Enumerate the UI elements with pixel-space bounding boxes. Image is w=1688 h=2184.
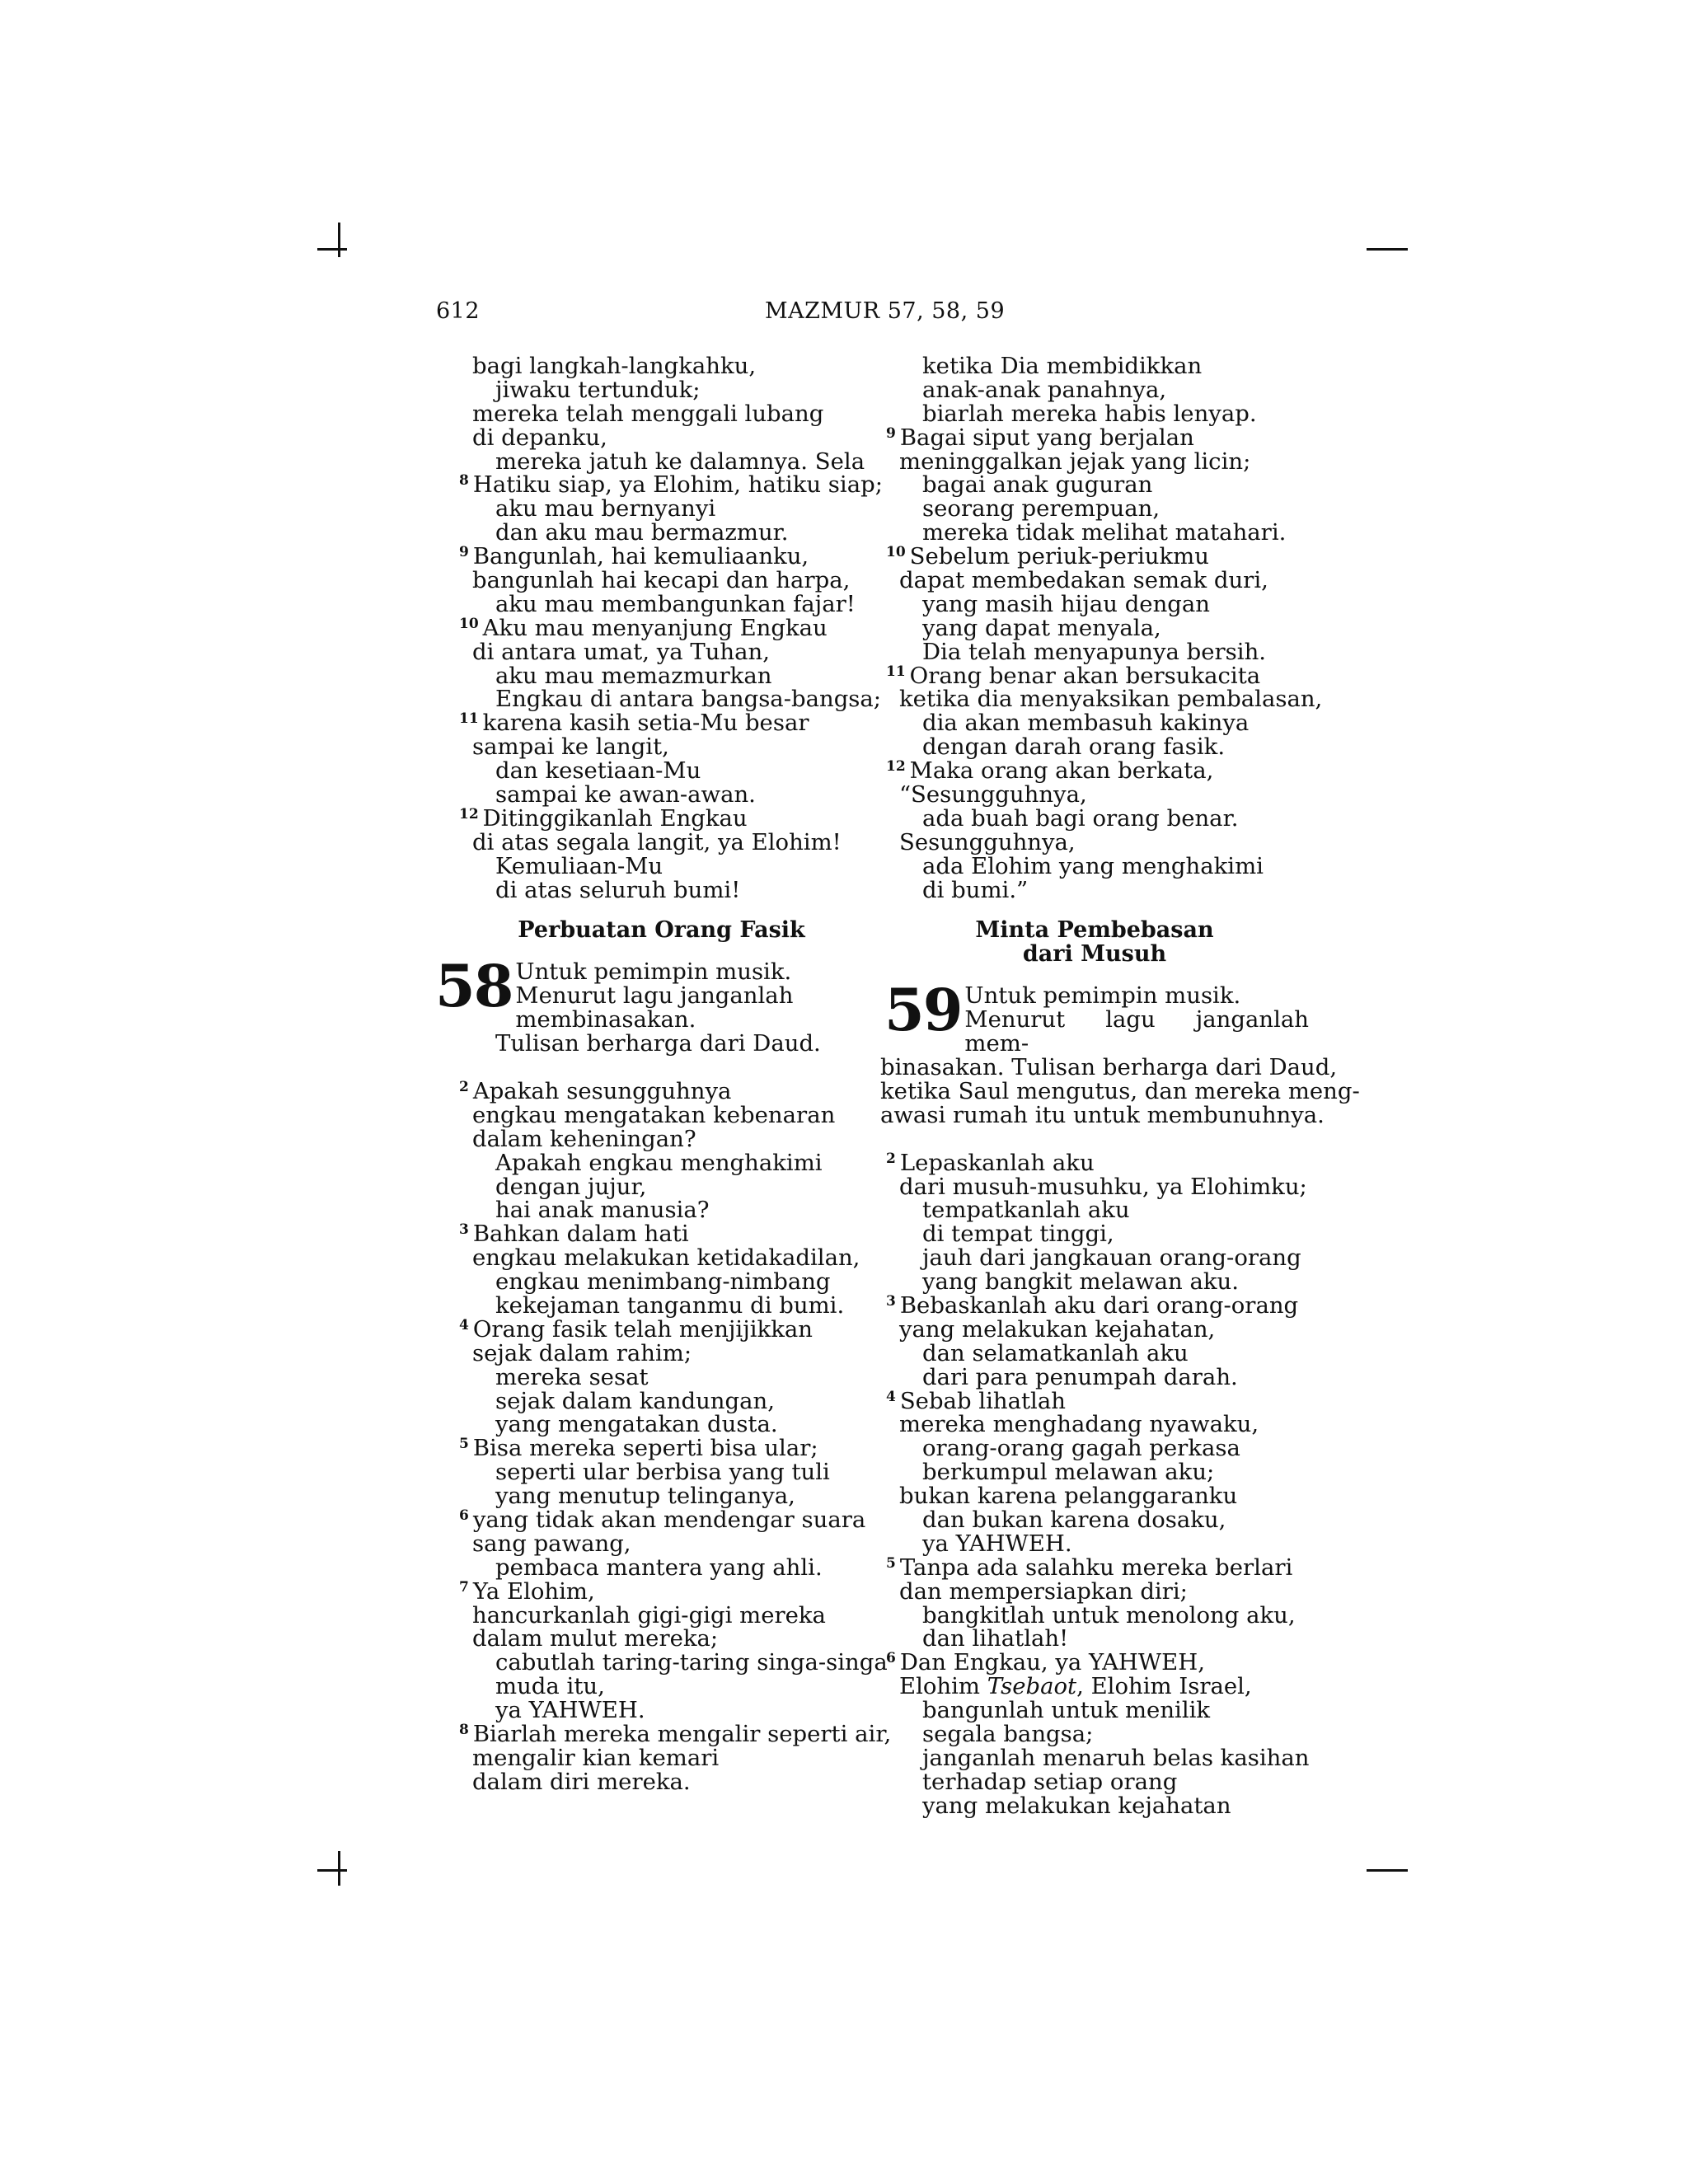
verse-text: bagi langkah-langkahku, <box>472 353 757 379</box>
verse-line <box>453 804 870 832</box>
verse-text: bukan karena pelanggaranku <box>899 1483 1238 1510</box>
verse-line <box>880 804 1309 832</box>
superscription-line: Tulisan berharga dari Daud. <box>495 1030 821 1057</box>
verse-line <box>880 497 1309 521</box>
verse-text: mereka menghadang nyawaku, <box>899 1411 1259 1438</box>
verse-number: 12 <box>886 758 906 776</box>
verse-line <box>453 640 870 664</box>
verse-text: Dan Engkau, ya YAHWEH, <box>899 1649 1205 1676</box>
verse-line <box>880 426 1309 450</box>
verse-line <box>880 473 1309 497</box>
verse-text: Tanpa ada salahku mereka berlari <box>899 1554 1293 1581</box>
verse-line <box>453 1270 870 1294</box>
verse-line <box>453 1460 870 1484</box>
verse-text: “Sesungguhnya, <box>899 781 1087 808</box>
verse-line <box>880 378 1309 402</box>
verse-text: Apakah sesungguhnya <box>472 1077 732 1104</box>
verse-line <box>453 1601 870 1629</box>
verse-line <box>453 735 870 759</box>
crop-mark-bottom-left-h <box>317 1869 347 1872</box>
verse-text: karena kasih setia-Mu besar <box>482 710 809 737</box>
verse-line <box>453 497 870 521</box>
verse-line <box>880 354 1309 378</box>
verse-line <box>880 1484 1309 1508</box>
verse-line <box>880 1436 1309 1460</box>
verse-text: dengan darah orang fasik. <box>922 733 1226 761</box>
verse-line <box>880 783 1309 807</box>
verse-text: dapat membedakan semak duri, <box>899 567 1268 594</box>
verse-line <box>453 1151 870 1175</box>
verse-line <box>453 1363 870 1390</box>
verse-text: dari para penumpah darah. <box>922 1363 1238 1390</box>
verse-text: yang tidak akan mendengar suara <box>472 1506 866 1533</box>
verse-number: 10 <box>459 615 479 632</box>
crop-mark-top-right <box>1367 248 1408 251</box>
superscription-line: Menurut lagu janganlah mem- <box>964 1006 1309 1057</box>
verse-text: mereka jatuh ke dalamnya. Sela <box>495 448 865 475</box>
verse-line <box>453 378 870 402</box>
verse-text: yang menutup telinganya, <box>495 1483 795 1510</box>
verse-text: bagai anak guguran <box>922 471 1153 499</box>
verse-line <box>453 1484 870 1508</box>
verse-line <box>880 1699 1309 1722</box>
verse-line <box>880 402 1309 426</box>
verse-line <box>453 1101 870 1128</box>
verse-text: segala bangsa; <box>922 1721 1094 1748</box>
verse-line <box>880 1198 1309 1222</box>
verse-line <box>880 1294 1309 1318</box>
verse-line <box>453 1675 870 1699</box>
verse-line <box>453 1315 870 1343</box>
superscription-line: Menurut lagu janganlah <box>515 982 794 1010</box>
verse-text: yang melakukan kejahatan <box>922 1792 1231 1819</box>
verse-line <box>880 1151 1309 1175</box>
verse-line <box>453 711 870 735</box>
verse-text: Sesungguhnya, <box>899 828 1076 855</box>
verse-line <box>453 1556 870 1580</box>
verse-text: jauh dari jangkauan orang-orang <box>922 1244 1301 1272</box>
psalm-59-opening <box>880 976 1360 1128</box>
verse-number: 9 <box>886 424 896 442</box>
verse-line <box>880 1627 1309 1651</box>
verse-line <box>453 1175 870 1199</box>
verse-line <box>880 1577 1309 1605</box>
verse-text: yang bangkit melawan aku. <box>922 1268 1239 1296</box>
psalm-59-heading <box>880 919 1309 967</box>
verse-line <box>880 1222 1309 1246</box>
verse-line <box>880 545 1309 569</box>
verse-text: jiwaku tertunduk; <box>495 376 701 403</box>
psalm-58-continuation <box>880 353 1323 903</box>
verse-number: 4 <box>459 1316 469 1333</box>
verse-text: ada Elohim yang menghakimi <box>922 852 1264 879</box>
verse-line <box>453 590 870 617</box>
psalm-59-verses <box>880 1151 1309 1675</box>
superscription-line: binasakan. Tulisan berharga dari Daud, <box>880 1054 1338 1080</box>
verse-line <box>880 1532 1309 1556</box>
verse-line <box>880 1746 1309 1770</box>
verse-text: di atas segala langit, ya Elohim! <box>472 828 842 855</box>
verse-line <box>453 1436 870 1460</box>
verse-text: Lepaskanlah aku <box>899 1149 1095 1176</box>
verse-text: aku mau membangunkan fajar! <box>495 590 856 617</box>
verse-line <box>880 711 1309 735</box>
verse-text: dan bukan karena dosaku, <box>922 1507 1226 1534</box>
left-column <box>435 353 892 1795</box>
psalm-57-continuation <box>453 353 883 903</box>
verse-text: bangkitlah untuk menolong aku, <box>922 1601 1296 1629</box>
verse-line <box>880 1339 1309 1366</box>
verse-text: di atas seluruh bumi! <box>495 876 741 903</box>
verse-text: Aku mau menyanjung Engkau <box>482 614 828 641</box>
verse-number: 11 <box>459 710 479 728</box>
verse-text: yang mengatakan dusta. <box>495 1411 778 1438</box>
verse-text: hai anak manusia? <box>495 1197 710 1224</box>
verse-number: 8 <box>459 1722 469 1738</box>
verse-line <box>880 1601 1309 1629</box>
verse-line <box>880 590 1309 617</box>
verse-line <box>880 616 1309 640</box>
verse-number: 10 <box>886 544 906 561</box>
superscription-line: awasi rumah itu untuk membunuhnya. <box>880 1101 1325 1128</box>
verse-number: 5 <box>886 1554 896 1572</box>
verse-line <box>453 759 870 783</box>
psalm-58-verses <box>453 1077 892 1795</box>
verse-text: dan aku mau bermazmur. <box>495 519 789 546</box>
verse-text: Orang fasik telah menjijikkan <box>472 1315 813 1343</box>
verse-line <box>880 1363 1309 1390</box>
verse-line <box>880 828 1309 855</box>
verse-line <box>880 735 1309 759</box>
verse-text: Engkau di antara bangsa-bangsa; <box>495 686 882 713</box>
verse-line <box>453 450 870 474</box>
psalm-58-superscription <box>453 960 870 1056</box>
verse-text: di bumi.” <box>922 876 1029 903</box>
verse-line <box>880 640 1309 664</box>
verse-line <box>453 686 882 713</box>
verse-text: dan selamatkanlah aku <box>922 1339 1189 1366</box>
verse-text: engkau melakukan ketidakadilan, <box>472 1244 860 1272</box>
verse-text: dari musuh-musuhku, ya Elohimku; <box>899 1173 1307 1200</box>
psalm-58-heading: Perbuatan Orang Fasik <box>518 917 805 944</box>
verse-number: 3 <box>459 1221 469 1239</box>
verse-line <box>453 1413 870 1436</box>
verse-line <box>880 450 1309 474</box>
verse-text: Orang benar akan bersukacita <box>909 662 1261 689</box>
verse-text: yang melakukan kejahatan, <box>899 1315 1216 1343</box>
verse-text: yang masih hijau dengan <box>922 590 1211 617</box>
verse-line <box>453 1291 870 1319</box>
verse-text: Maka orang akan berkata, <box>909 757 1214 785</box>
verse-text: Ya Elohim, <box>472 1577 595 1605</box>
verse-line: Elohim Tsebaot, Elohim Israel, <box>899 1673 1252 1700</box>
verse-line <box>880 1315 1309 1343</box>
verse-text: Hatiku siap, ya Elohim, hatiku siap; <box>472 471 883 499</box>
verse-text: di tempat tinggi, <box>922 1221 1114 1248</box>
verse-text: di antara umat, ya Tuhan, <box>472 638 770 665</box>
verse-line <box>453 1339 870 1366</box>
verse-number: 2 <box>459 1078 469 1095</box>
verse-text: aku mau bernyanyi <box>495 495 716 523</box>
verse-line <box>453 852 870 879</box>
verse-line <box>453 569 870 593</box>
verse-text: Biarlah mereka mengalir seperti air, <box>472 1721 892 1747</box>
verse-text: kekejaman tanganmu di bumi. <box>495 1291 845 1319</box>
superscription-line: Untuk pemimpin musik. <box>515 958 792 986</box>
verse-line <box>880 759 1309 783</box>
running-title: MAZMUR 57, 58, 59 <box>765 298 1006 324</box>
psalm-58-opening <box>435 952 870 1057</box>
verse-line <box>880 1722 1309 1746</box>
verse-number: 3 <box>886 1293 896 1310</box>
verse-line <box>453 1699 870 1722</box>
verse-number: 4 <box>886 1388 896 1405</box>
page-number: 612 <box>436 298 481 324</box>
verse-text: di depanku, <box>472 424 607 451</box>
verse-text: ya YAHWEH. <box>495 1697 645 1724</box>
verse-text: aku mau memazmurkan <box>495 662 772 689</box>
crop-mark-top-left-h <box>317 248 347 251</box>
verse-text: Sebab lihatlah <box>899 1387 1066 1414</box>
superscription-line: Untuk pemimpin musik. <box>964 982 1241 1010</box>
verse-line <box>453 521 870 545</box>
verse-line <box>880 1794 1309 1818</box>
superscription-line: ketika Saul mengutus, dan mereka meng- <box>880 1077 1360 1104</box>
verse-text: seperti ular berbisa yang tuli <box>495 1459 830 1486</box>
verse-number: 6 <box>886 1650 896 1667</box>
verse-line <box>453 1508 870 1532</box>
verse-text: bangunlah untuk menilik <box>922 1697 1211 1724</box>
psalm-59-heading-line-1: Minta Pembebasan <box>975 917 1214 944</box>
verse-text: dan lihatlah! <box>922 1625 1069 1652</box>
verse-line <box>453 1222 870 1246</box>
verse-text: muda itu, <box>495 1673 605 1700</box>
verse-line <box>880 876 1309 903</box>
verse-text: ada buah bagi orang benar. <box>922 804 1239 832</box>
verse-line <box>453 1246 870 1270</box>
verse-text: anak-anak panahnya, <box>922 376 1167 403</box>
verse-line <box>453 354 870 378</box>
verse-number: 9 <box>459 544 469 561</box>
verse-text: Bebaskanlah aku dari orang-orang <box>899 1292 1299 1319</box>
verse-number: 7 <box>459 1578 469 1596</box>
verse-line <box>453 876 870 903</box>
verse-text: ketika dia menyaksikan pembalasan, <box>899 686 1323 713</box>
verse-line <box>453 1770 870 1794</box>
psalm-59-heading-line-2: dari Musuh <box>1022 941 1167 968</box>
verse-text: mengalir kian kemari <box>472 1744 720 1771</box>
verse-text: seorang perempuan, <box>922 495 1160 523</box>
verse-line <box>453 1127 870 1151</box>
verse-text: ketika Dia membidikkan <box>922 353 1203 379</box>
verse-text: dengan jujur, <box>495 1173 647 1200</box>
verse-text: pembaca mantera yang ahli. <box>495 1554 823 1581</box>
verse-line <box>880 569 1309 593</box>
verse-number: 5 <box>459 1436 469 1453</box>
verse-text: Apakah engkau menghakimi <box>495 1149 823 1176</box>
verse-text: dalam diri mereka. <box>472 1768 691 1795</box>
verse-line <box>453 402 870 426</box>
crop-mark-bottom-right <box>1367 1869 1408 1872</box>
verse-text: Bisa mereka seperti bisa ular; <box>472 1435 818 1462</box>
verse-text: dalam mulut mereka; <box>472 1625 719 1652</box>
tsebaot-italic: Tsebaot <box>987 1673 1077 1700</box>
verse-text: ya YAHWEH. <box>922 1530 1072 1557</box>
crop-mark-top-left-v <box>338 223 340 257</box>
verse-line <box>453 1387 870 1414</box>
verse-line <box>453 426 870 450</box>
verse-line <box>880 1246 1309 1270</box>
verse-text: cabutlah taring-taring singa-singa <box>495 1649 888 1676</box>
verse-text: yang dapat menyala, <box>922 614 1161 641</box>
verse-text: Bagai siput yang berjalan <box>899 424 1194 451</box>
verse-text: dalam keheningan? <box>472 1125 696 1152</box>
verse-line <box>880 686 1323 713</box>
verse-text: engkau mengatakan kebenaran <box>472 1101 836 1128</box>
verse-text: tempatkanlah aku <box>922 1197 1130 1224</box>
verse-text: dan mempersiapkan diri; <box>899 1577 1188 1605</box>
verse-line <box>880 1270 1309 1294</box>
verse-line <box>880 1175 1309 1199</box>
verse-line <box>453 1721 892 1747</box>
verse-text: mereka tidak melihat matahari. <box>922 519 1287 546</box>
psalm-59-number: 59 <box>884 976 962 1045</box>
verse-line <box>453 616 870 640</box>
verse-text: sampai ke awan-awan. <box>495 781 756 808</box>
psalm-58-number: 58 <box>435 952 513 1021</box>
verse-line <box>453 828 870 855</box>
verse-line <box>453 545 870 569</box>
verse-line <box>453 1627 870 1651</box>
verse-text: Ditinggikanlah Engkau <box>482 804 748 832</box>
superscription-line: membinasakan. <box>515 1006 696 1033</box>
verse-line <box>880 664 1309 688</box>
verse-line <box>880 1387 1309 1414</box>
verse-number: 6 <box>459 1507 469 1524</box>
verse-text: sejak dalam kandungan, <box>495 1387 775 1414</box>
verse-line <box>453 1532 870 1556</box>
verse-line <box>453 1649 888 1676</box>
verse-text: mereka telah menggali lubang <box>472 400 824 427</box>
verse-line <box>880 521 1309 545</box>
verse-text: meninggalkan jejak yang licin; <box>899 448 1251 475</box>
verse-line <box>880 1413 1309 1436</box>
verse-text: dia akan membasuh kakinya <box>922 710 1250 737</box>
verse-line <box>453 1577 870 1605</box>
verse-line <box>880 1651 1309 1675</box>
verse-text: orang-orang gagah perkasa <box>922 1435 1240 1462</box>
verse-text: bangunlah hai kecapi dan harpa, <box>472 567 851 594</box>
verse-text: Dia telah menyapunya bersih. <box>922 638 1267 665</box>
verse-text: Bahkan dalam hati <box>472 1221 689 1248</box>
verse-line <box>880 1770 1309 1794</box>
verse-text: biarlah mereka habis lenyap. <box>922 400 1257 427</box>
verse-text: janganlah menaruh belas kasihan <box>922 1744 1310 1771</box>
verse-line <box>453 1198 870 1222</box>
verse-text: berkumpul melawan aku; <box>922 1459 1215 1486</box>
verse-number: 2 <box>886 1150 896 1167</box>
verse-text: sampai ke langit, <box>472 733 669 761</box>
right-column <box>880 353 1360 1819</box>
verse-text: sang pawang, <box>472 1530 631 1557</box>
verse-text: engkau menimbang-nimbang <box>495 1268 831 1296</box>
verse-line <box>453 664 870 688</box>
verse-text: sejak dalam rahim; <box>472 1339 692 1366</box>
verse-number: 11 <box>886 663 906 680</box>
verse-line <box>880 852 1309 879</box>
verse-number: 8 <box>459 472 469 490</box>
verse-line <box>453 783 870 807</box>
verse-text: Bangunlah, hai kemuliaanku, <box>472 543 809 570</box>
verse-line <box>880 1460 1309 1484</box>
verse-text: terhadap setiap orang <box>922 1768 1178 1795</box>
verse-number: 12 <box>459 805 479 823</box>
verse-line <box>453 471 883 499</box>
verse-line <box>453 1077 870 1104</box>
verse-text: Sebelum periuk-periukmu <box>909 543 1209 570</box>
verse-line <box>880 1508 1309 1532</box>
verse-text: mereka sesat <box>495 1363 649 1390</box>
psalm-59-verses-continued <box>880 1699 1309 1817</box>
verse-line <box>880 1556 1309 1580</box>
verse-line <box>453 1746 870 1770</box>
verse-text: hancurkanlah gigi-gigi mereka <box>472 1601 826 1629</box>
verse-text: Kemuliaan-Mu <box>495 852 663 879</box>
crop-mark-bottom-left-v <box>338 1851 340 1886</box>
verse-text: dan kesetiaan-Mu <box>495 757 701 785</box>
